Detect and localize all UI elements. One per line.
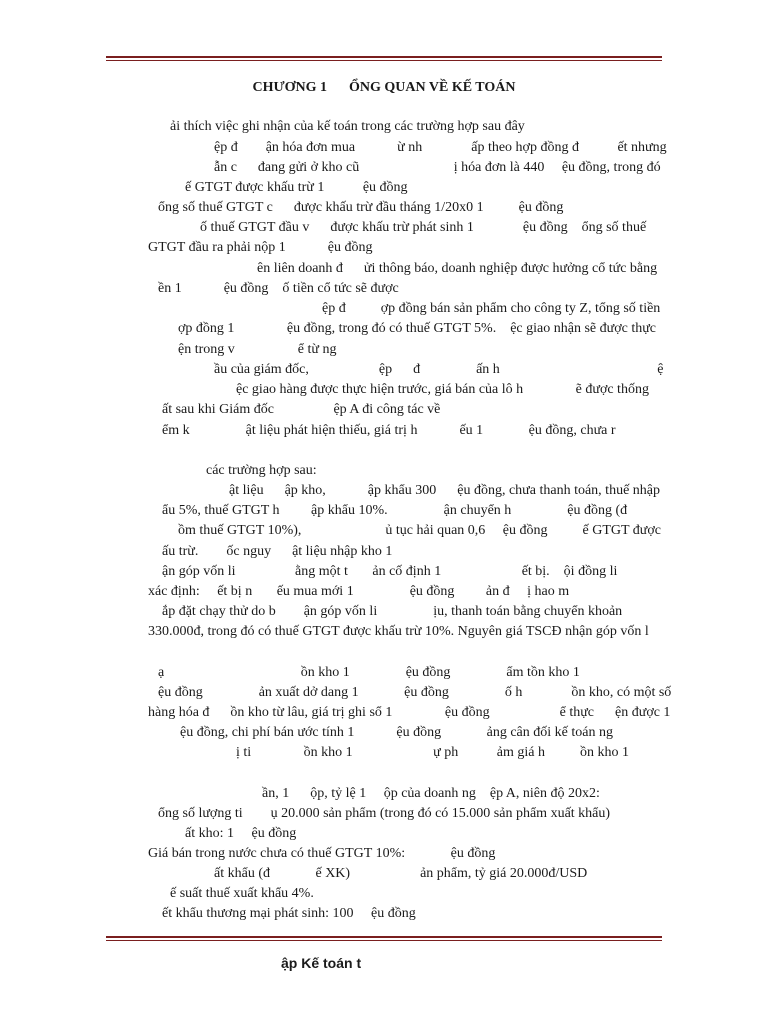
- text-line: ết khẩu thương mại phát sinh: 100 ệu đồng: [162, 906, 416, 921]
- text-line: ế GTGT được khấu trừ 1 ệu đồng: [185, 180, 408, 195]
- text-line: ẫn c đang gửi ở kho cũ ị hóa đơn là 440 ệu đồng, trong đó: [214, 160, 661, 175]
- text-line: ệu đồng ản xuất dở dang 1 ệu đồng ố h ồn kho, có một số: [158, 685, 672, 700]
- chapter-title: [0, 80, 768, 96]
- chapter-number: CHƯƠNG 1: [252, 80, 328, 95]
- text-line: ải thích việc ghi nhận của kế toán trong các trường hợp sau đây: [170, 119, 525, 134]
- text-line: ị ti ồn kho 1 ự ph ảm giá h ồn kho 1: [236, 745, 629, 760]
- text-line: ên liên doanh đ ửi thông báo, doanh nghiệp được hưởng cổ tức bằng: [257, 261, 658, 276]
- text-line: ấu trừ. ốc nguy ật liệu nhập kho 1: [162, 544, 393, 559]
- text-line: ầu của giám đốc, ệp đ ấn h ệ: [214, 362, 664, 377]
- text-line: ạ ồn kho 1 ệu đồng ẩm tồn kho 1: [158, 665, 580, 680]
- text-line: ền 1 ệu đồng ố tiền cổ tức sẽ được: [158, 281, 399, 296]
- text-line: GTGT đầu ra phải nộp 1 ệu đồng: [148, 240, 373, 255]
- text-line: ế suất thuế xuất khẩu 4%.: [170, 886, 314, 901]
- text-line: ợp đồng 1 ệu đồng, trong đó có thuế GTGT 5%. ệc giao nhận sẽ được thực: [178, 321, 657, 336]
- text-line: ất kho: 1 ệu đồng: [185, 826, 297, 841]
- text-line: Giá bán trong nước chưa có thuế GTGT 10%: ệu đồng: [148, 846, 496, 861]
- page-footer: ập Kế toán t: [281, 955, 362, 971]
- text-line: các trường hợp sau:: [206, 463, 317, 478]
- text-line: ổng số thuế GTGT c được khấu trừ đầu tháng 1/20x0 1 ệu đồng: [158, 200, 564, 215]
- text-line: ệp đ ận hóa đơn mua ừ nh ấp theo hợp đồng đ ết nhưng: [214, 140, 667, 155]
- text-line: ắp đặt chạy thử do b ận góp vốn li ịu, thanh toán bằng chuyển khoản: [162, 604, 623, 619]
- chapter-name: ỔNG QUAN VỀ KẾ TOÁN: [349, 80, 516, 95]
- text-line: ần, 1 ộp, tỷ lệ 1 ộp của doanh ng ệp A, niên độ 20x2:: [262, 786, 600, 801]
- text-line: ệc giao hàng được thực hiện trước, giá bán của lô h ẽ được thống: [236, 382, 649, 397]
- text-line: ất sau khi Giám đốc ệp A đi công tác về: [162, 402, 441, 417]
- text-line: ất khẩu (đ ế XK) ản phẩm, tỷ giá 20.000đ/USD: [214, 866, 588, 881]
- text-line: xác định: ết bị n ếu mua mới 1 ệu đồng ản đ ị hao m: [148, 584, 570, 599]
- text-line: ố thuế GTGT đầu v được khấu trừ phát sinh 1 ệu đồng ổng số thuế: [200, 220, 647, 235]
- text-line: ổng số lượng ti ụ 20.000 sản phẩm (trong đó có 15.000 sản phẩm xuất khẩu): [158, 806, 611, 821]
- text-line: hàng hóa đ ồn kho từ lâu, giá trị ghi sổ 1 ệu đồng ể thực ện được 1: [148, 705, 671, 720]
- text-line: 330.000đ, trong đó có thuế GTGT được khấu trừ 10%. Nguyên giá TSCĐ nhận góp vốn l: [148, 624, 649, 639]
- text-line: ểm k ật liệu phát hiện thiếu, giá trị h ếu 1 ệu đồng, chưa r: [162, 423, 616, 438]
- text-line: ện trong v ể từ ng: [178, 342, 337, 357]
- text-line: ẩu 5%, thuế GTGT h ập khẩu 10%. ận chuyển h ệu đồng (đ: [162, 503, 628, 518]
- text-line: ật liệu ập kho, ập khẩu 300 ệu đồng, chưa thanh toán, thuế nhập: [229, 483, 660, 498]
- text-line: ệp đ ợp đồng bán sản phẩm cho công ty Z, tổng số tiền: [322, 301, 661, 316]
- header-rule: [106, 56, 662, 61]
- text-line: ệu đồng, chi phí bán ước tính 1 ệu đồng ảng cân đối kế toán ng: [180, 725, 613, 740]
- text-line: ồm thuế GTGT 10%), ủ tục hải quan 0,6 ệu đồng ế GTGT được: [178, 523, 662, 538]
- footer-rule: [106, 936, 662, 941]
- text-line: ận góp vốn li ằng một t ản cố định 1 ết bị. ội đồng li: [162, 564, 618, 579]
